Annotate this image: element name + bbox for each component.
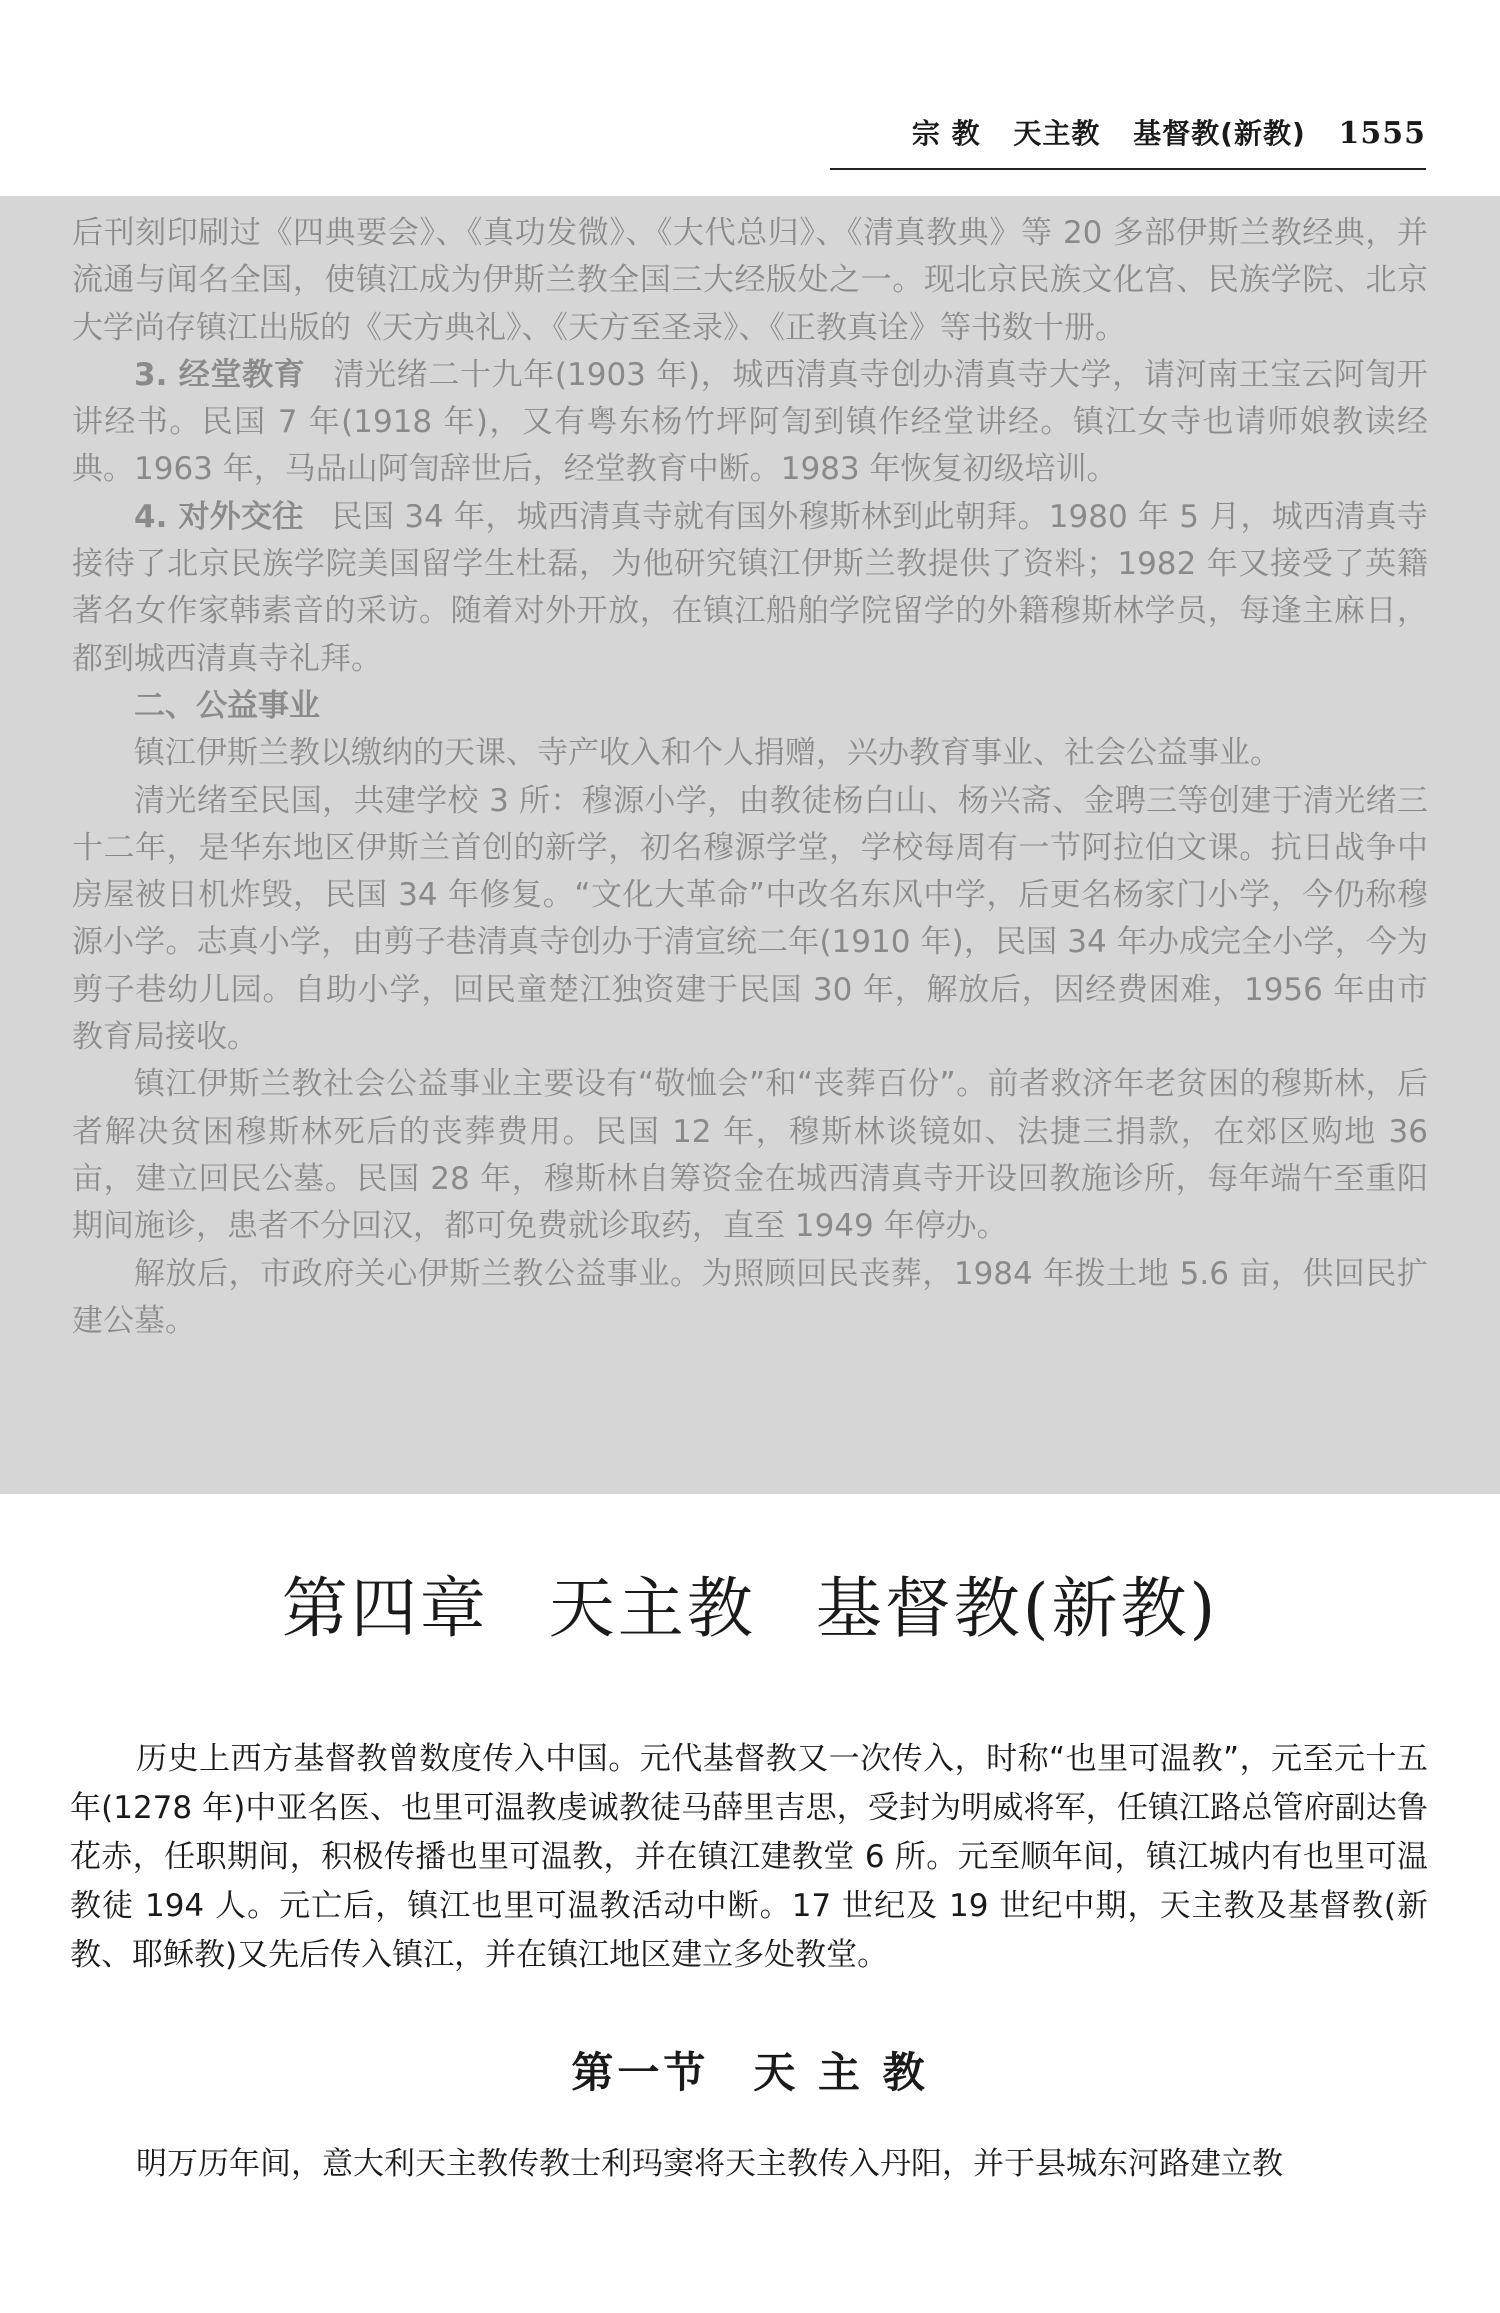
shaded-paragraph-2-lead: 3. 经堂教育 (134, 356, 306, 393)
shaded-paragraph-7: 解放后，市政府关心伊斯兰教公益事业。为照顾回民丧葬，1984 年拨土地 5.6 亩，供回民扩建公墓。 (72, 1255, 1428, 1339)
section-number: 第一节 (571, 2048, 710, 2097)
header-part1: 天主教 (1013, 117, 1101, 150)
shaded-paragraph-2-text: 清光绪二十九年(1903 年)，城西清真寺创办清真寺大学，请河南王宝云阿訇开讲经书。民国 7 年(1918 年)，又有粤东杨竹坪阿訇到镇作经堂讲经。镇江女寺也请师娘教读经典。1963 年，马品山阿訇辞世后，经堂教育中断。1983 年恢复初级培训。 (72, 356, 1428, 488)
running-header (830, 112, 1426, 152)
shaded-paragraph-3-lead: 4. 对外交往 (134, 498, 304, 535)
shaded-paragraph-2 (72, 352, 1428, 494)
shaded-paragraph-1: 后刊刻印刷过《四典要会》、《真功发微》、《大代总归》、《清真教典》等 20 多部伊斯兰教经典，并流通与闻名全国，使镇江成为伊斯兰教全国三大经版处之一。现北京民族文化宫、民族学院、北京大学尚存镇江出版的《天方典礼》、《天方至圣录》、《正教真诠》等书数十册。 (72, 215, 1428, 346)
chapter-title-2: 基督教(新教) (815, 1570, 1219, 1647)
shaded-paragraph-5: 清光绪至民国，共建学校 3 所：穆源小学，由教徒杨白山、杨兴斋、金聘三等创建于清光绪三十二年，是华东地区伊斯兰首创的新学，初名穆源学堂，学校每周有一节阿拉伯文课。抗日战争中房屋被日机炸毁，民国 34 年修复。“文化大革命”中改名东风中学，后更名杨家门小学，今仍称穆源小学。志真小学，由剪子巷清真寺创办于清宣统二年(1910 年)，民国 34 年办成完全小学，今为剪子巷幼儿园。自助小学，回民童楚江独资建于民国 30 年，解放后，因经费困难，1956 年由市教育局接收。 (72, 782, 1428, 1056)
page-number: 1555 (1338, 116, 1426, 151)
header-rule (830, 168, 1426, 170)
chapter-title-1: 天主教 (548, 1570, 756, 1647)
header-part2: 基督教(新教) (1133, 117, 1306, 150)
intro-paragraph: 历史上西方基督教曾数度传入中国。元代基督教又一次传入，时称“也里可温教”，元至元十五年(1278 年)中亚名医、也里可温教虔诚教徒马薛里吉思，受封为明威将军，任镇江路总管府副达鲁花赤，任职期间，积极传播也里可温教，并在镇江建教堂 6 所。元至顺年间，镇江城内有也里可温教徒 194 人。元亡后，镇江也里可温教活动中断。17 世纪及 19 世纪中期，天主教及基督教(新教、耶稣教)又先后传入镇江，并在镇江地区建立多处教堂。 (70, 1741, 1428, 1973)
header-section: 宗 教 (911, 117, 981, 150)
section-title (0, 2040, 1500, 2100)
shaded-heading: 二、公益事业 (134, 687, 320, 724)
section-first-line: 明万历年间，意大利天主教传教士利玛窦将天主教传入丹阳，并于县城东河路建立教 (136, 2146, 1283, 2182)
section-name: 天 主 教 (753, 2048, 929, 2097)
chapter-number: 第四章 (281, 1570, 489, 1647)
shaded-paragraph-3-text: 民国 34 年，城西清真寺就有国外穆斯林到此朝拜。1980 年 5 月，城西清真寺接待了北京民族学院美国留学生杜磊，为他研究镇江伊斯兰教提供了资料；1982 年又接受了英籍著名女作家韩素音的采访。随着对外开放，在镇江船舶学院留学的外籍穆斯林学员，每逢主麻日，都到城西清真寺礼拜。 (72, 498, 1428, 677)
shaded-paragraph-6: 镇江伊斯兰教社会公益事业主要设有“敬恤会”和“丧葬百份”。前者救济年老贫困的穆斯林，后者解决贫困穆斯林死后的丧葬费用。民国 12 年，穆斯林谈镜如、法捷三捐款，在郊区购地 36 亩，建立回民公墓。民国 28 年，穆斯林自筹资金在城西清真寺开设回教施诊所，每年端午至重阳期间施诊，患者不分回汉，都可免费就诊取药，直至 1949 年停办。 (72, 1066, 1428, 1245)
shaded-text (72, 210, 1428, 1345)
shaded-paragraph-3 (72, 494, 1428, 683)
chapter-title (0, 1555, 1500, 1650)
shaded-paragraph-4: 镇江伊斯兰教以缴纳的天课、寺产收入和个人捐赠，兴办教育事业、社会公益事业。 (134, 735, 1281, 772)
intro-text (70, 1735, 1428, 1980)
